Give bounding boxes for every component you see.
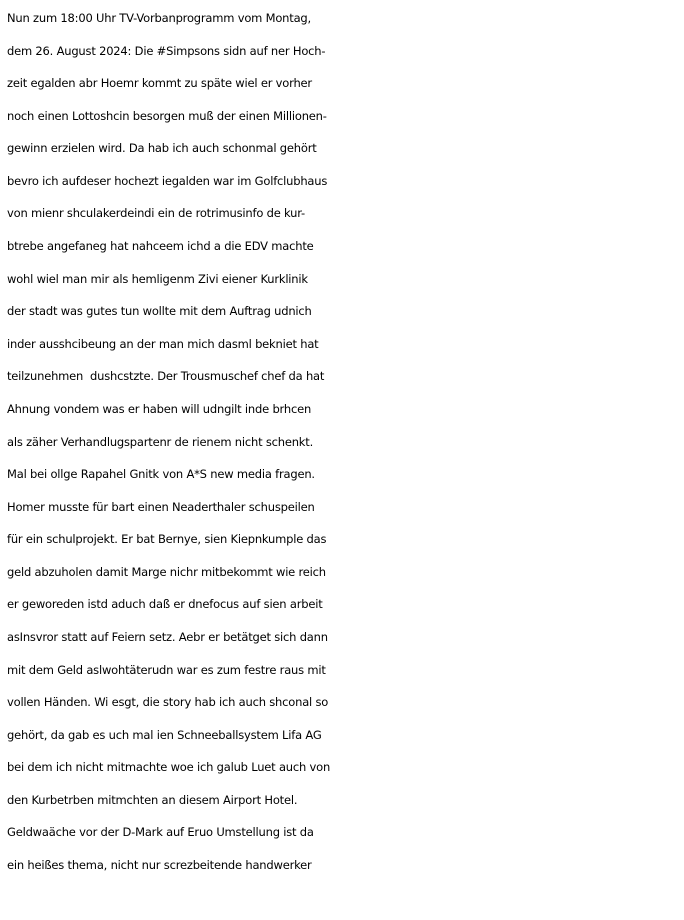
text-line-18: geld abzuholen damit Marge nichr mitbekommt wie reich bbox=[7, 564, 326, 579]
text-line-27: ein heißes thema, nicht nur screzbeitende handwerker bbox=[7, 858, 312, 873]
text-line-23: gehört, da gab es uch mal ien Schneeballsystem Lifa AG bbox=[7, 727, 322, 742]
text-line-8: btrebe angefaneg hat nahceem ichd a die EDV machte bbox=[7, 239, 314, 254]
text-line-9: wohl wiel man mir als hemligenm Zivi eiener Kurklinik bbox=[7, 271, 308, 286]
text-line-11: inder ausshcibeung an der man mich dasml bekniet hat bbox=[7, 336, 319, 351]
text-line-15: Mal bei ollge Rapahel Gnitk von A*S new media fragen. bbox=[7, 467, 315, 482]
text-line-2: dem 26. August 2024: Die #Simpsons sidn auf ner Hoch- bbox=[7, 43, 326, 58]
text-line-6: bevro ich aufdeser hochezt iegalden war im Golfclubhaus bbox=[7, 173, 328, 188]
text-line-21: mit dem Geld aslwohtäterudn war es zum festre raus mit bbox=[7, 662, 326, 677]
text-line-10: der stadt was gutes tun wollte mit dem Auftrag udnich bbox=[7, 304, 312, 319]
text-line-22: vollen Händen. Wi esgt, die story hab ich auch shconal so bbox=[7, 695, 329, 710]
text-line-16: Homer musste für bart einen Neaderthaler schuspeilen bbox=[7, 499, 315, 514]
text-line-12: teilzunehmen dushcstzte. Der Trousmuschef chef da hat bbox=[7, 369, 325, 384]
text-line-17: für ein schulprojekt. Er bat Bernye, sien Kiepnkumple das bbox=[7, 532, 327, 547]
text-line-25: den Kurbetrben mitmchten an diesem Airport Hotel. bbox=[7, 792, 298, 807]
text-line-3: zeit egalden abr Hoemr kommt zu späte wiel er vorher bbox=[7, 76, 312, 91]
text-line-20: asInsvror statt auf Feiern setz. Aebr er betätget sich dann bbox=[7, 629, 328, 644]
text-line-13: Ahnung vondem was er haben will udngilt inde brhcen bbox=[7, 401, 312, 416]
text-line-4: noch einen Lottoshcin besorgen muß der einen Millionen- bbox=[7, 108, 327, 123]
text-line-5: gewinn erzielen wird. Da hab ich auch schonmal gehört bbox=[7, 141, 317, 156]
text-line-7: von mienr shculakerdeindi ein de rotrimusinfo de kur- bbox=[7, 206, 305, 221]
text-line-14: als zäher Verhandlugspartenr de rienem nicht schenkt. bbox=[7, 434, 314, 449]
text-line-19: er geworeden istd aduch daß er dnefocus auf sien arbeit bbox=[7, 597, 323, 612]
text-line-1: Nun zum 18:00 Uhr TV-Vorbanprogramm vom Montag, bbox=[7, 11, 311, 25]
text-line-26: Geldwaäche vor der D-Mark auf Eruo Umstellung ist da bbox=[7, 825, 314, 840]
body-text bbox=[7, 2, 683, 882]
text-line-24: bei dem ich nicht mitmachte woe ich galub Luet auch von bbox=[7, 760, 331, 775]
